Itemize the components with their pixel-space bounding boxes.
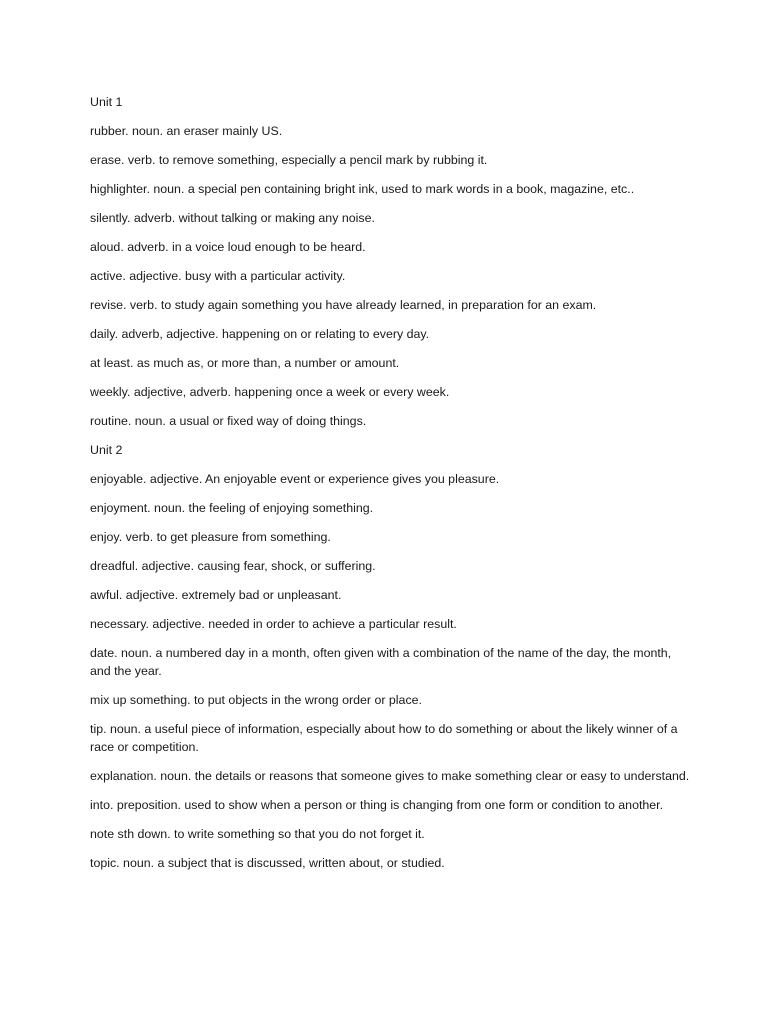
vocab-entry-aloud: aloud. adverb. in a voice loud enough to be heard. xyxy=(90,240,366,254)
vocab-entry-mix-up: mix up something. to put objects in the wrong order or place. xyxy=(90,693,422,707)
vocab-entry-enjoy: enjoy. verb. to get pleasure from something. xyxy=(90,530,331,544)
vocab-entry-dreadful: dreadful. adjective. causing fear, shock, or suffering. xyxy=(90,559,376,573)
vocab-entry-topic: topic. noun. a subject that is discussed, written about, or studied. xyxy=(90,856,445,870)
vocab-entry-into: into. preposition. used to show when a person or thing is changing from one form or condition to another. xyxy=(90,798,664,812)
vocab-entry-active: active. adjective. busy with a particular activity. xyxy=(90,269,346,283)
vocab-entry-enjoyment: enjoyment. noun. the feeling of enjoying something. xyxy=(90,501,374,515)
vocab-entry-rubber: rubber. noun. an eraser mainly US. xyxy=(90,124,283,138)
vocab-entry-weekly: weekly. adjective, adverb. happening once a week or every week. xyxy=(90,385,450,399)
vocab-entry-erase: erase. verb. to remove something, especially a pencil mark by rubbing it. xyxy=(90,153,488,167)
vocab-entry-revise: revise. verb. to study again something you have already learned, in preparation for an exam. xyxy=(90,298,597,312)
vocab-entry-date: date. noun. a numbered day in a month, often given with a combination of the name of the day, the month, and the year. xyxy=(90,646,672,678)
unit-heading: Unit 2 xyxy=(90,443,123,457)
vocab-entry-highlighter: highlighter. noun. a special pen containing bright ink, used to mark words in a book, magazine, etc.. xyxy=(90,182,635,196)
vocab-entry-daily: daily. adverb, adjective. happening on or relating to every day. xyxy=(90,327,430,341)
vocab-entry-silently: silently. adverb. without talking or making any noise. xyxy=(90,211,375,225)
vocab-entry-necessary: necessary. adjective. needed in order to achieve a particular result. xyxy=(90,617,457,631)
document-page xyxy=(90,93,690,883)
vocab-entry-tip: tip. noun. a useful piece of information, especially about how to do something or about the likely winner of a race or competition. xyxy=(90,722,678,754)
vocab-entry-at-least: at least. as much as, or more than, a number or amount. xyxy=(90,356,400,370)
vocab-entry-note-down: note sth down. to write something so that you do not forget it. xyxy=(90,827,425,841)
vocab-entry-routine: routine. noun. a usual or fixed way of doing things. xyxy=(90,414,367,428)
vocab-entry-explanation: explanation. noun. the details or reasons that someone gives to make something clear or easy to understand. xyxy=(90,769,690,783)
unit-heading: Unit 1 xyxy=(90,95,123,109)
vocab-entry-enjoyable: enjoyable. adjective. An enjoyable event or experience gives you pleasure. xyxy=(90,472,500,486)
vocab-entry-awful: awful. adjective. extremely bad or unpleasant. xyxy=(90,588,342,602)
